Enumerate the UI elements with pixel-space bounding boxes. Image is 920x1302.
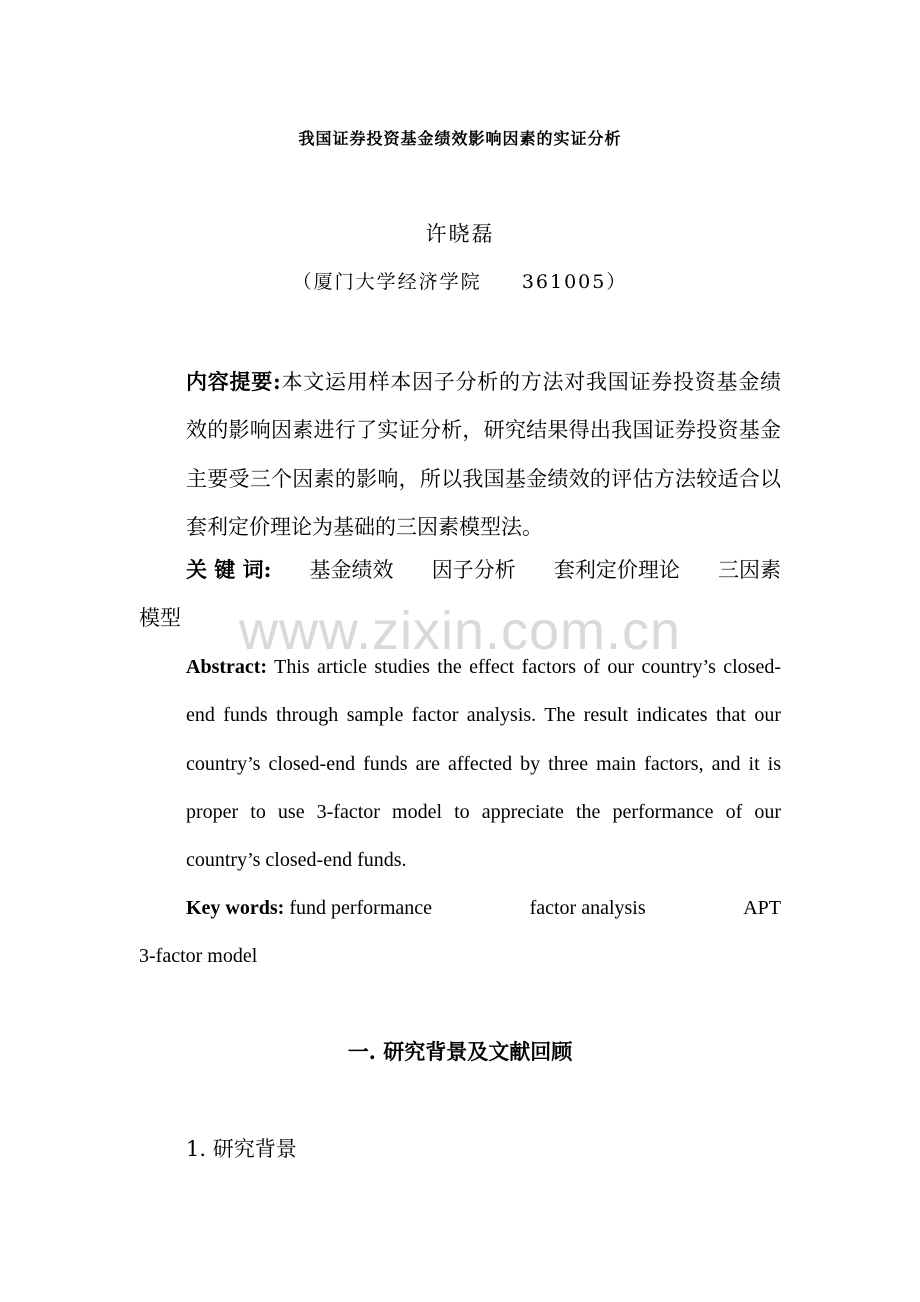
keyword-en-1: fund performance	[289, 897, 433, 919]
abstract-cn	[139, 358, 781, 551]
paper-title: 我国证券投资基金绩效影响因素的实证分析	[298, 129, 622, 148]
keywords-en	[139, 884, 781, 981]
keyword-cn-2: 因子分析	[431, 558, 516, 582]
keywords-cn	[139, 546, 781, 643]
abstract-en	[139, 643, 781, 884]
abstract-cn-label: 内容提要:	[186, 369, 281, 394]
keyword-en-3: APT	[743, 897, 781, 919]
author-affiliation: （厦门大学经济学院 361005）	[292, 271, 628, 293]
abstract-en-text: This article studies the effect factors of our country’s closed-end funds through sample factor analysis. The result indicates that our country’s closed-end funds are affected by three main factors, and it is proper to use 3-factor model to appreciate the performance of our country’s closed-end funds.	[186, 656, 782, 872]
subsection-heading: 1. 研究背景	[186, 1137, 297, 1161]
keywords-cn-continuation: 模型	[139, 606, 181, 631]
keyword-cn-3: 套利定价理论	[553, 558, 680, 582]
keyword-cn-1: 基金绩效	[309, 558, 394, 582]
abstract-cn-text: 本文运用样本因子分析的方法对我国证券投资基金绩效的影响因素进行了实证分析，研究结果得出我国证券投资基金主要受三个因素的影响，所以我国基金绩效的评估方法较适合以套利定价理论为基础的三因素模型法。	[186, 370, 781, 539]
abstract-en-label: Abstract:	[186, 656, 268, 678]
keywords-en-continuation: 3-factor model	[139, 945, 258, 968]
keyword-en-2: factor analysis	[529, 897, 646, 919]
watermark: www.zixin.com.cn	[238, 601, 682, 661]
keyword-cn-4: 三因素	[718, 558, 781, 582]
keywords-cn-label: 关 键 词:	[186, 557, 272, 582]
author-name: 许晓磊	[425, 222, 495, 246]
keywords-en-label: Key words:	[186, 897, 285, 919]
section-heading: 一. 研究背景及文献回顾	[347, 1039, 573, 1064]
